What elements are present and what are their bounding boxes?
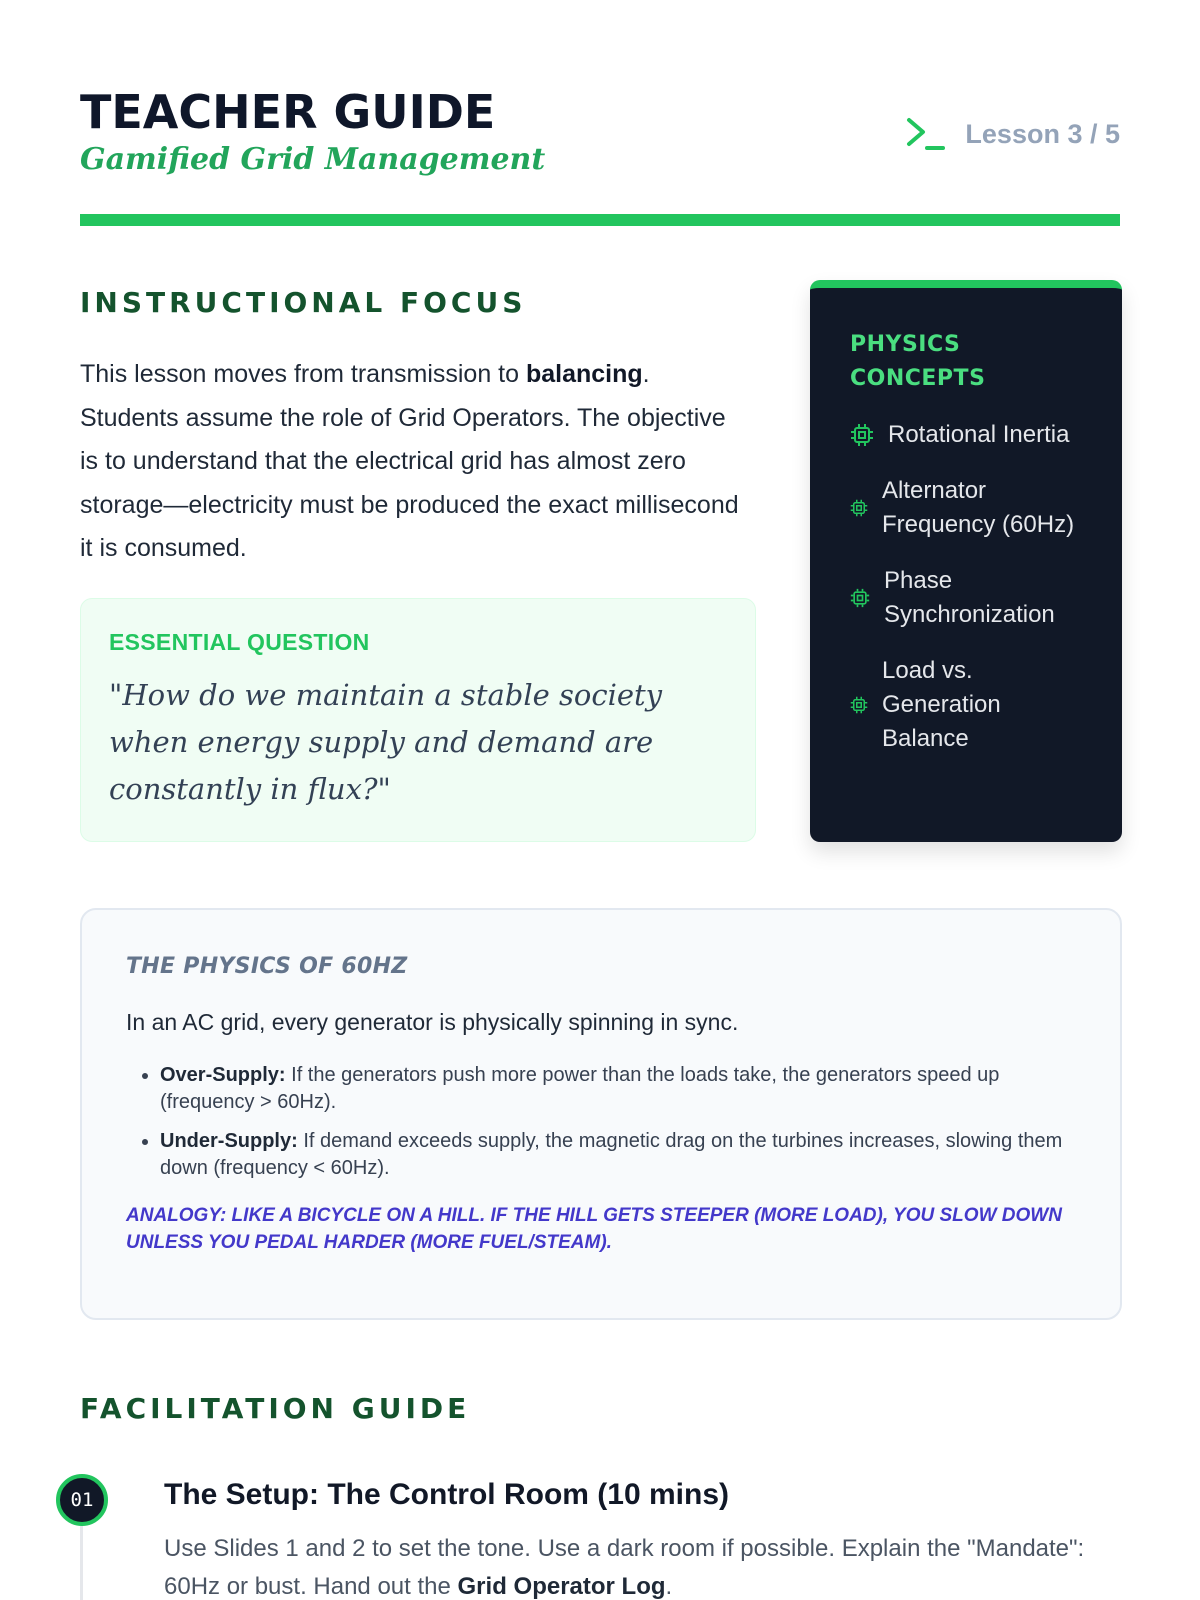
step-text-part: . bbox=[665, 1573, 673, 1600]
point-term: Under-Supply: bbox=[160, 1130, 298, 1152]
physics-60hz-heading: THE PHYSICS OF 60HZ bbox=[126, 954, 408, 979]
concept-label: Rotational Inertia bbox=[888, 421, 1070, 448]
concept-item bbox=[850, 564, 1088, 632]
concept-item bbox=[850, 474, 1088, 542]
point-text: If demand exceeds supply, the magnetic drag on the turbines increases, slowing them down (frequency < 60Hz). bbox=[160, 1130, 1063, 1179]
point-text: If the generators push more power than the loads take, the generators speed up (frequency > 60Hz). bbox=[160, 1064, 1000, 1113]
chip-icon bbox=[850, 588, 870, 608]
list-item bbox=[160, 1062, 1076, 1116]
essential-question-box bbox=[80, 598, 756, 842]
physics-60hz-list bbox=[126, 1062, 1076, 1182]
step-number-badge: 01 bbox=[56, 1474, 108, 1526]
essential-question-label: ESSENTIAL QUESTION bbox=[109, 629, 370, 655]
instructional-focus-heading: INSTRUCTIONAL FOCUS bbox=[80, 286, 527, 319]
step-text bbox=[164, 1530, 1124, 1600]
page-subtitle: Gamified Grid Management bbox=[80, 142, 546, 177]
chip-icon bbox=[850, 423, 874, 447]
physics-concepts-heading: PHYSICS CONCEPTS bbox=[850, 332, 986, 391]
concept-list bbox=[850, 418, 1088, 756]
physics-concepts-panel bbox=[810, 280, 1122, 842]
physics-60hz-box bbox=[80, 908, 1122, 1320]
list-item bbox=[160, 1128, 1076, 1182]
timeline-line bbox=[80, 1525, 83, 1600]
lesson-indicator bbox=[903, 114, 1120, 154]
lesson-label: Lesson 3 / 5 bbox=[965, 118, 1120, 149]
focus-text-part: This lesson moves from transmission to bbox=[80, 360, 526, 388]
instructional-focus-text bbox=[80, 353, 750, 571]
facilitation-guide-heading: FACILITATION GUIDE bbox=[80, 1392, 471, 1425]
concept-label: Phase Synchronization bbox=[884, 567, 1055, 628]
chip-icon bbox=[850, 696, 868, 714]
page-title: TEACHER GUIDE bbox=[80, 85, 496, 139]
concept-label: Alternator Frequency (60Hz) bbox=[882, 477, 1075, 538]
chip-icon bbox=[850, 499, 868, 517]
focus-text-part: . Students assume the role of Grid Operators. The objective is to understand that the electrical grid has almost zero storage—electricity must be produced the exact millisecond it is consumed. bbox=[80, 360, 739, 562]
terminal-prompt-icon bbox=[903, 114, 947, 154]
concept-item bbox=[850, 418, 1088, 452]
step-text-bold: Grid Operator Log bbox=[457, 1573, 666, 1600]
step-text-part: Use Slides 1 and 2 to set the tone. Use a dark room if possible. Explain the "Mandate": 60Hz or bust. Hand out the bbox=[164, 1535, 1085, 1600]
focus-text-bold: balancing bbox=[525, 360, 643, 388]
page-header bbox=[80, 84, 1120, 224]
concept-item bbox=[850, 654, 1088, 756]
analogy-text: ANALOGY: LIKE A BICYCLE ON A HILL. IF THE HILL GETS STEEPER (MORE LOAD), YOU SLOW DOWN UNLESS YOU PEDAL HARDER (MORE FUEL/STEAM). bbox=[126, 1205, 1062, 1253]
essential-question-quote: "How do we maintain a stable society when energy supply and demand are constantly in flux?" bbox=[109, 678, 663, 806]
step-title: The Setup: The Control Room (10 mins) bbox=[164, 1478, 730, 1511]
point-term: Over-Supply: bbox=[160, 1064, 286, 1086]
concept-label: Load vs. Generation Balance bbox=[882, 657, 1001, 752]
physics-60hz-intro: In an AC grid, every generator is physically spinning in sync. bbox=[126, 1009, 739, 1035]
header-divider bbox=[80, 214, 1120, 226]
